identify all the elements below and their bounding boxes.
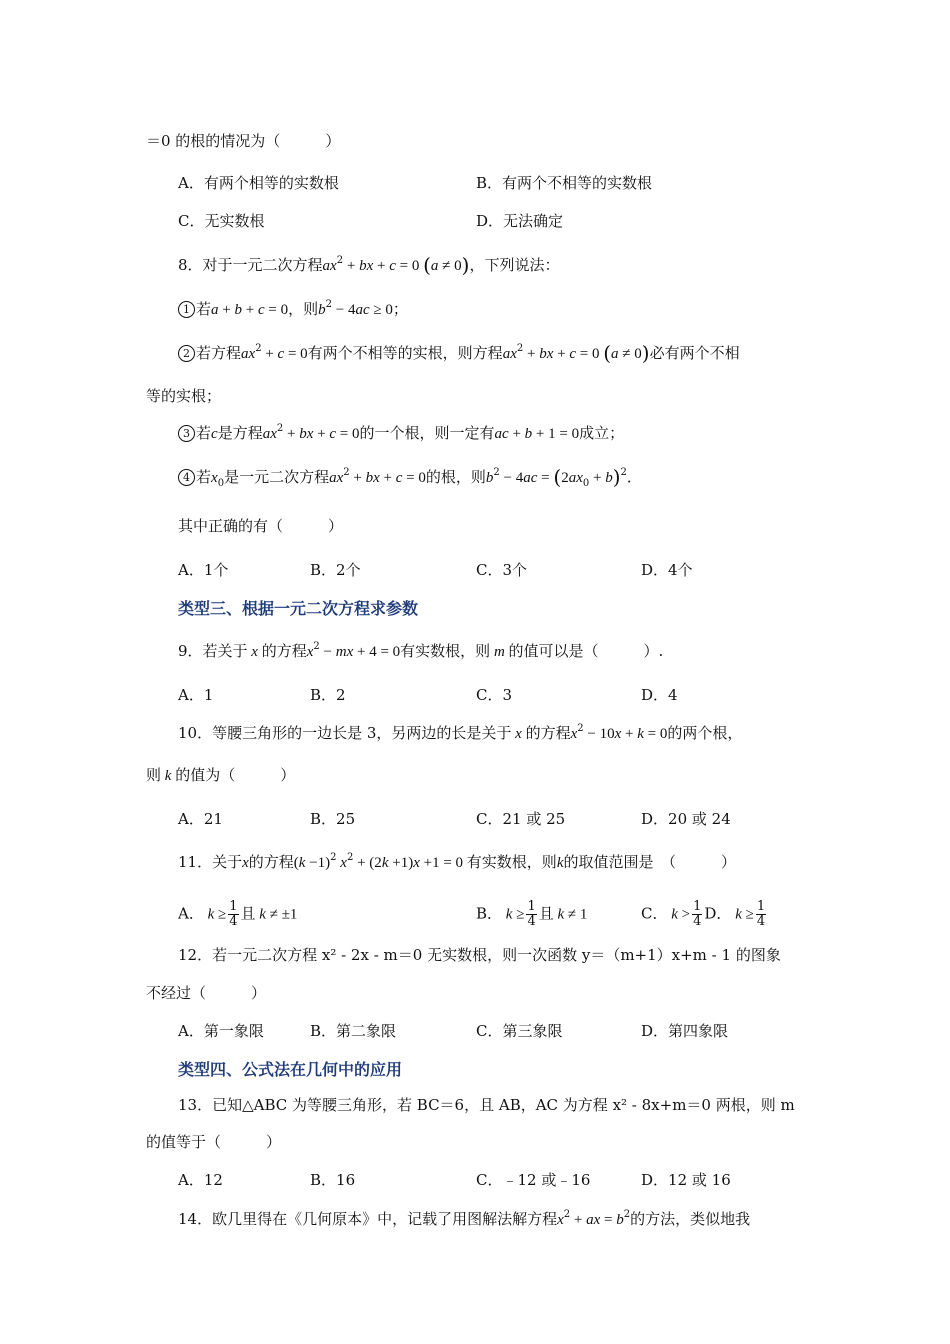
q11-option-a-label: A．	[178, 904, 204, 923]
q8-s3-prefix: 若	[196, 424, 212, 442]
q11-option-c-d: C． k > $\frac{1}{4}$ D． k ≥ $\frac{1}{4}$	[641, 899, 766, 929]
q10-stem-end: 的两个根，	[667, 724, 743, 742]
q8-statement-3: 3 若c是方程$ax^2$ + bx + c = 0的一个根，则一定有ac + b + 1 = 0成立；	[178, 422, 624, 445]
q8-s3-mid1: 是方程	[217, 424, 263, 442]
q8-statement-4: 4 若$x_0$是一元二次方程$ax^2$ + bx + c = 0的根，则$b^2 - 4ac = (2ax_0 + b)^2$．	[178, 466, 642, 489]
q11-option-b: B． k ≥ $\frac{1}{4}$ 且 k ≠ 1	[476, 899, 588, 929]
q11-stem-mid1: 的方程	[248, 853, 294, 871]
q13-option-a: A．12	[178, 1171, 223, 1189]
q7-option-a: A．有两个相等的实数根	[178, 174, 339, 192]
q10-cont-prefix: 则	[146, 766, 162, 784]
q7-stem-tail: ＝0 的根的情况为（ ）	[146, 132, 341, 150]
q9-option-b: B．2	[310, 686, 346, 704]
q12-option-d: D．第四象限	[641, 1022, 729, 1040]
circled-number-3: 3	[178, 425, 195, 442]
q7-option-d: D．无法确定	[476, 212, 564, 230]
q13-stem: 13．已知△ABC 为等腰三角形，若 BC＝6，且 AB，AC 为方程 x² - 8x+m＝0 两根，则 m	[178, 1096, 795, 1114]
q10-stem-mid: 的方程	[525, 724, 571, 742]
q8-s4-mid2: 的根，则	[425, 468, 486, 486]
q9-stem-mid1: 的方程	[261, 642, 307, 660]
q13-option-d: D．12 或 16	[641, 1171, 731, 1189]
q11-stem-mid2: 有实数根，则	[466, 853, 557, 871]
q14-stem-end: 的方法，类似地我	[630, 1210, 751, 1228]
q9-option-a: A．1	[178, 686, 214, 704]
q12-stem-cont: 不经过（ ）	[146, 984, 267, 1002]
q8-option-c: C．3个	[476, 561, 528, 579]
q13-option-b: B．16	[310, 1171, 356, 1189]
q11-option-c-label: C．	[641, 904, 668, 923]
q12-option-b: B．第二象限	[310, 1022, 397, 1040]
q12-stem: 12．若一元二次方程 x² - 2x - m＝0 无实数根，则一次函数 y＝（m+1）x+m - 1 的图象	[178, 946, 781, 964]
q8-stem: 8．对于一元二次方程$ax^2$ + bx + c = 0 (a ≠ 0)，下列说法：	[178, 253, 560, 277]
q11-option-a-and: 且	[240, 904, 256, 923]
q10-stem: 10．等腰三角形的一边长是 3，另两边的长是关于 x 的方程$x^2 - 10x + k = 0$的两个根，	[178, 723, 743, 742]
q8-s2-mid: 有两个不相等的实根，则方程	[307, 344, 503, 362]
q14-stem-prefix: 14．欧几里得在《几何原本》中，记载了用图解法解方程	[178, 1210, 558, 1228]
q8-statement-2: 2 若方程$ax^2 + c = 0$有两个不相等的实根，则方程$ax^2$ + bx + c = 0 (a ≠ 0)必有两个不相	[178, 342, 740, 365]
q10-option-c: C．21 或 25	[476, 810, 566, 828]
q8-option-b: B．2个	[310, 561, 361, 579]
section-3-title: 类型三、根据一元二次方程求参数	[178, 599, 419, 618]
q11-option-b-label: B．	[476, 904, 503, 923]
q8-s4-end: ．	[626, 468, 642, 486]
q8-s3-mid2: 的一个根，则一定有	[359, 424, 495, 442]
q10-stem-cont: 则 k 的值为（ ）	[146, 766, 296, 784]
q7-option-b: B．有两个不相等的实数根	[476, 174, 653, 192]
q12-option-c: C．第三象限	[476, 1022, 563, 1040]
q8-option-d: D．4个	[641, 561, 693, 579]
q9-stem-mid2: 有实数根，则	[400, 642, 491, 660]
q14-stem: 14．欧几里得在《几何原本》中，记载了用图解法解方程$x^2$ + ax = $b^2$的方法，类似地我	[178, 1209, 751, 1228]
q12-option-a: A．第一象限	[178, 1022, 264, 1040]
section-4-title: 类型四、公式法在几何中的应用	[178, 1060, 403, 1079]
q8-s2-suffix: 必有两个不相	[649, 344, 740, 362]
q9-option-d: D．4	[641, 686, 678, 704]
q8-s1-end: ；	[392, 300, 408, 318]
q8-option-a: A．1个	[178, 561, 229, 579]
q8-s2-prefix: 若方程	[196, 344, 242, 362]
q9-stem-end: 的值可以是（ ）.	[508, 642, 664, 660]
circled-number-4: 4	[178, 469, 195, 486]
q13-option-c: C．﹣12 或﹣16	[476, 1171, 591, 1189]
q11-option-a: A． k ≥ $\frac{1}{4}$ 且 k ≠ ±1	[178, 899, 298, 929]
q10-cont-end: 的值为（ ）	[175, 766, 296, 784]
q8-s1-mid: ，则	[288, 300, 319, 318]
q11-stem-prefix: 11．关于	[178, 853, 243, 871]
q8-stem-prefix: 8．对于一元二次方程	[178, 256, 323, 274]
q8-s1-prefix: 若	[196, 300, 212, 318]
q7-option-c: C．无实数根	[178, 212, 265, 230]
q8-statement-2-cont: 等的实根；	[146, 387, 222, 405]
circled-number-1: 1	[178, 301, 195, 318]
circled-number-2: 2	[178, 345, 195, 362]
q8-stem-suffix: ，下列说法：	[469, 256, 560, 274]
q9-option-c: C．3	[476, 686, 513, 704]
q8-s4-prefix: 若	[196, 468, 212, 486]
q9-stem: 9．若关于 x 的方程$x^2$ − mx + 4 = 0有实数根，则 m 的值可以是（ ）.	[178, 641, 664, 660]
q8-statement-1: 1 若a + b + c = 0，则$b^2 - 4ac \ge 0$；	[178, 298, 408, 321]
q9-stem-prefix: 9．若关于	[178, 642, 248, 660]
q8-s3-end: 成立；	[579, 424, 625, 442]
q11-stem: 11．关于x的方程$(k -1)^2$ $x^2 + (2k +1)x +1 = 0$ 有实数根，则k的取值范围是 （ ）	[178, 852, 736, 871]
q10-stem-prefix: 10．等腰三角形的一边长是 3，另两边的长是关于	[178, 724, 512, 742]
q8-s4-mid1: 是一元二次方程	[224, 468, 330, 486]
q11-stem-end: 的取值范围是 （ ）	[563, 853, 736, 871]
q11-option-d-label: D．	[704, 904, 732, 923]
q10-option-a: A．21	[178, 810, 223, 828]
q11-option-b-and: 且	[538, 904, 554, 923]
q8-ask: 其中正确的有（ ）	[178, 517, 344, 535]
q10-option-b: B．25	[310, 810, 356, 828]
q10-option-d: D．20 或 24	[641, 810, 731, 828]
q13-stem-cont: 的值等于（ ）	[146, 1133, 282, 1151]
